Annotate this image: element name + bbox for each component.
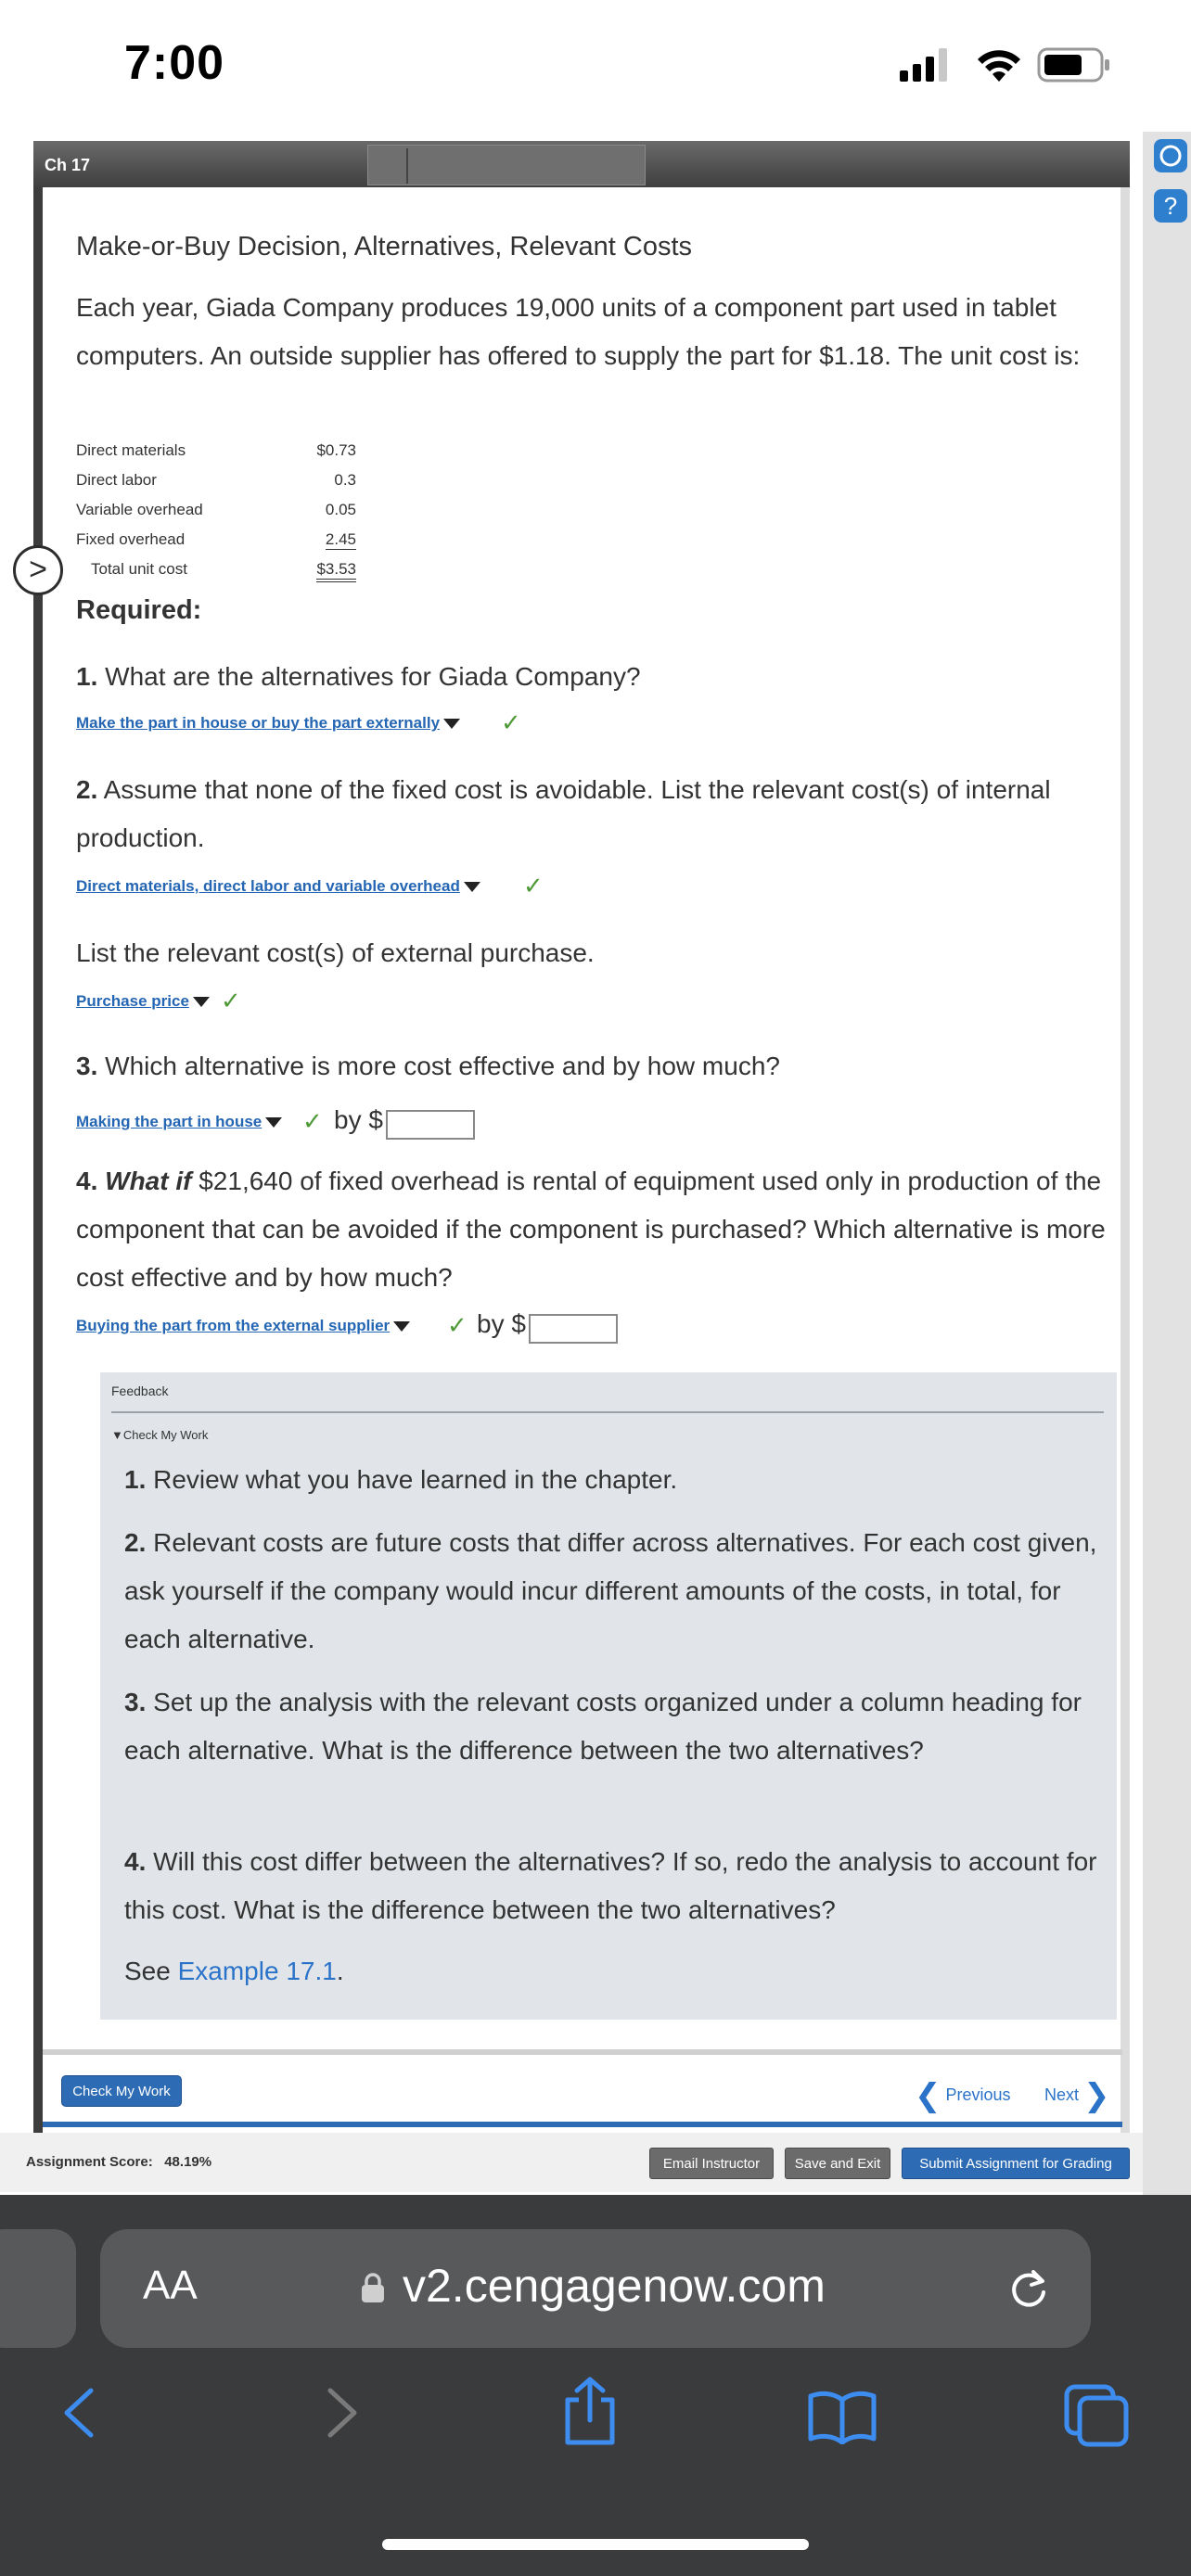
- question-2b: List the relevant cost(s) of external purchase.: [76, 938, 595, 967]
- feedback-label: Feedback: [111, 1384, 169, 1398]
- correct-check-icon: ✓: [501, 708, 521, 736]
- q4-alternative-dropdown[interactable]: Buying the part from the external supplier: [76, 1317, 410, 1335]
- chevron-right-icon: ❯: [1083, 2078, 1110, 2113]
- email-instructor-button[interactable]: Email Instructor: [649, 2148, 774, 2179]
- refresh-icon[interactable]: [1154, 139, 1187, 172]
- clock: 7:00: [124, 36, 225, 90]
- check-my-work-toggle[interactable]: ▼Check My Work: [111, 1428, 209, 1442]
- q3-alternative-dropdown[interactable]: Making the part in house: [76, 1113, 282, 1131]
- correct-check-icon: ✓: [523, 872, 544, 899]
- cost-row: Fixed overhead 2.45: [76, 530, 356, 548]
- header-tab[interactable]: [367, 145, 646, 185]
- q4-amount-input[interactable]: [529, 1314, 618, 1344]
- question-3: 3. Which alternative is more cost effective and by how much?: [76, 1052, 780, 1080]
- bottom-separator: [43, 2049, 1122, 2055]
- assignment-score: Assignment Score: 48.19%: [26, 2154, 212, 2170]
- dropdown-caret-icon: [393, 1321, 410, 1332]
- tabs-icon[interactable]: [1063, 2383, 1130, 2448]
- expand-arrow-icon[interactable]: >: [13, 545, 63, 595]
- dropdown-caret-icon: [265, 1117, 282, 1128]
- wifi-icon: [976, 46, 1022, 83]
- chapter-label: Ch 17: [45, 156, 91, 174]
- save-and-exit-button[interactable]: Save and Exit: [785, 2148, 890, 2179]
- feedback-item: 4. Will this cost differ between the alternatives? If so, redo the analysis to account for this cost. What is the difference between the two alternatives?: [124, 1847, 1097, 1924]
- question-4: 4. What if $21,640 of fixed overhead is rental of equipment used only in production of the component that can be avoided if the component is purchased? Which alternative is more cost effective and by how much?: [76, 1167, 1106, 1292]
- submit-assignment-button[interactable]: Submit Assignment for Grading: [902, 2148, 1130, 2179]
- right-tool-strip: [1143, 132, 1191, 2195]
- previous-tab-pill[interactable]: [0, 2229, 76, 2348]
- by-dollar-label: by $: [334, 1105, 383, 1134]
- q1-answer-dropdown[interactable]: Make the part in house or buy the part externally: [76, 714, 460, 733]
- lock-icon: [360, 2272, 386, 2303]
- dropdown-caret-icon: [464, 882, 480, 892]
- dropdown-caret-icon: [443, 719, 460, 729]
- q2-external-dropdown[interactable]: Purchase price: [76, 992, 210, 1011]
- cost-row: Direct materials $0.73: [76, 441, 356, 459]
- back-icon[interactable]: [58, 2385, 100, 2441]
- q3-amount-input[interactable]: [386, 1110, 475, 1140]
- bookmarks-icon[interactable]: [807, 2389, 877, 2444]
- correct-check-icon: ✓: [302, 1107, 323, 1135]
- status-bar: [0, 0, 1191, 132]
- chevron-left-icon: ❮: [915, 2078, 941, 2113]
- nav-underline-bar: [43, 2122, 1122, 2127]
- previous-button[interactable]: ❮ Previous: [915, 2078, 1011, 2113]
- help-icon[interactable]: ?: [1154, 189, 1187, 223]
- question-2: 2. Assume that none of the fixed cost is avoidable. List the relevant cost(s) of internal production.: [76, 775, 1051, 852]
- cost-row: Variable overhead 0.05: [76, 501, 356, 518]
- next-button[interactable]: Next ❯: [1044, 2078, 1110, 2113]
- cellular-signal-icon: [900, 48, 952, 82]
- url-text[interactable]: v2.cengagenow.com: [403, 2260, 826, 2312]
- feedback-divider: [111, 1411, 1104, 1413]
- header-tab-divider: [406, 148, 408, 184]
- cost-total-row: Total unit cost $3.53: [76, 560, 373, 579]
- cost-row: Direct labor 0.3: [76, 471, 356, 489]
- reader-aa-button[interactable]: AA: [143, 2263, 198, 2308]
- feedback-see-example: See Example 17.1.: [124, 1957, 344, 1985]
- reload-icon[interactable]: [1005, 2266, 1052, 2313]
- problem-title: Make-or-Buy Decision, Alternatives, Relevant Costs: [76, 232, 693, 261]
- question-1: 1. What are the alternatives for Giada Company?: [76, 662, 641, 691]
- forward-icon[interactable]: [321, 2385, 364, 2441]
- share-icon[interactable]: [560, 2376, 620, 2446]
- correct-check-icon: ✓: [221, 987, 241, 1014]
- q2-internal-dropdown[interactable]: Direct materials, direct labor and variable overhead: [76, 877, 480, 896]
- check-my-work-button[interactable]: Check My Work: [61, 2075, 182, 2107]
- correct-check-icon: ✓: [447, 1311, 467, 1339]
- feedback-item: 3. Set up the analysis with the relevant costs organized under a column heading for each alternative. What is the difference between the two alternatives?: [124, 1688, 1082, 1765]
- feedback-item: 2. Relevant costs are future costs that differ across alternatives. For each cost given, ask yourself if the company would incur different amounts of the costs, in total, for each alternative.: [124, 1528, 1097, 1653]
- problem-intro: Each year, Giada Company produces 19,000 units of a component part used in tablet computers. An outside supplier has offered to supply the part for $1.18. The unit cost is:: [76, 293, 1081, 370]
- dropdown-caret-icon: [193, 997, 210, 1007]
- by-dollar-label: by $: [477, 1309, 526, 1338]
- home-indicator: [382, 2539, 809, 2550]
- battery-icon: [1037, 46, 1111, 83]
- feedback-item: 1. Review what you have learned in the chapter.: [124, 1465, 678, 1494]
- example-link[interactable]: Example 17.1: [177, 1957, 337, 1985]
- required-heading: Required:: [76, 595, 202, 625]
